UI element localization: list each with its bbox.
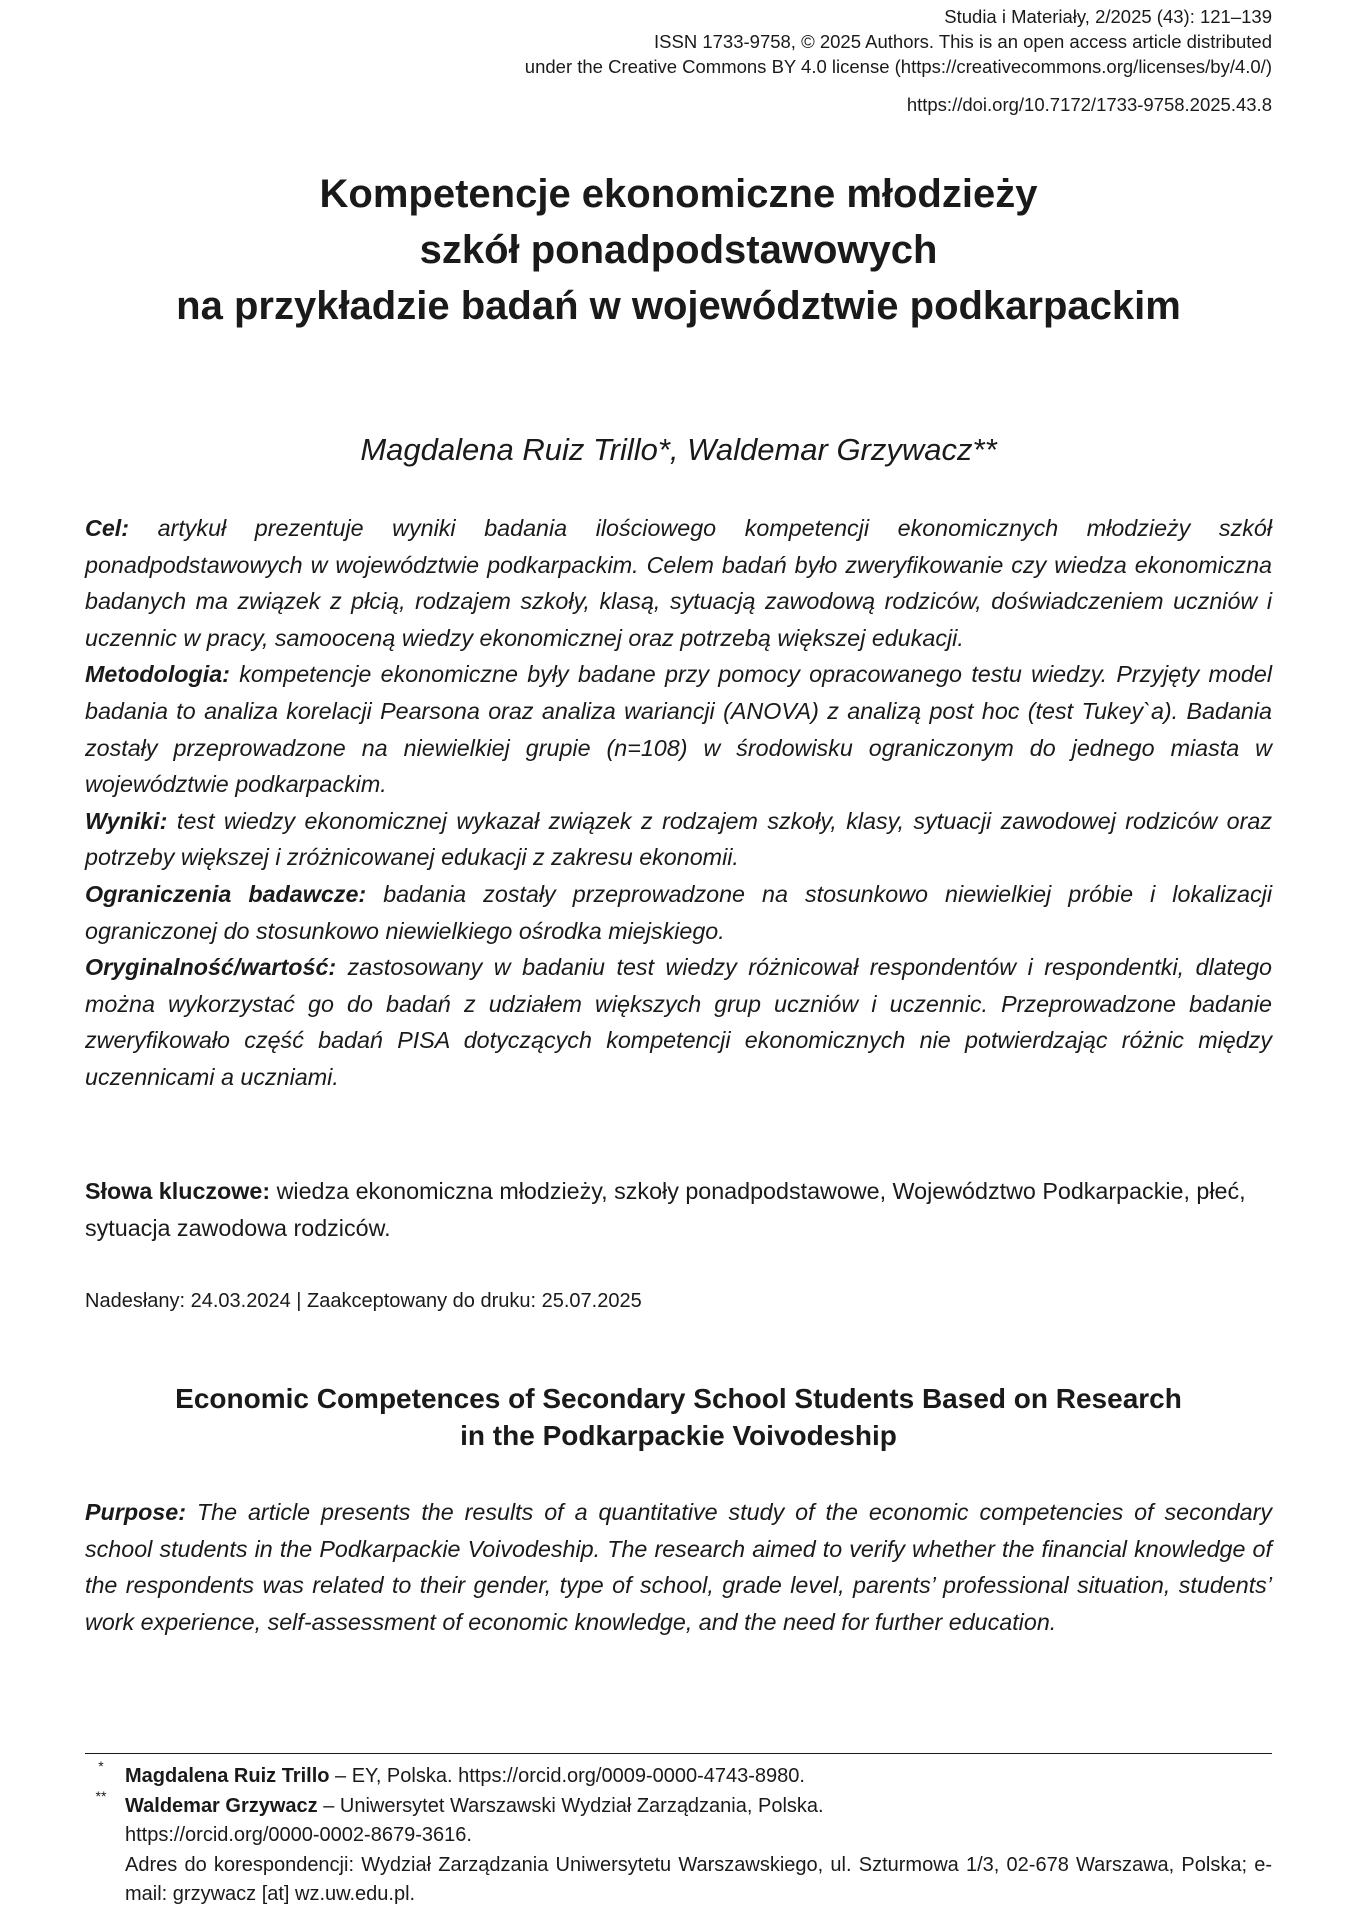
- abstract-metodologia: [85, 656, 1272, 802]
- abstract-en: [85, 1494, 1272, 1640]
- oryginalnosc-label: Oryginalność/wartość:: [85, 954, 337, 981]
- purpose-label: Purpose:: [85, 1499, 186, 1525]
- abstract-cel: [85, 510, 1272, 656]
- footnote-1-mark: *: [98, 1758, 104, 1774]
- license-line: under the Creative Commons BY 4.0 license (https://creativecommons.org/licenses/by/4.0/): [524, 56, 1272, 77]
- doi-link[interactable]: https://doi.org/10.7172/1733-9758.2025.43.8: [906, 94, 1272, 115]
- title-en-line-1: Economic Competences of Secondary School Students Based on Research: [175, 1383, 1182, 1414]
- wyniki-label: Wyniki:: [85, 807, 168, 834]
- metodologia-label: Metodologia:: [85, 661, 230, 688]
- ograniczenia-text: badania zostały przeprowadzone na stosunkowo niewielkiej próbie i lokalizacji ograniczonej do stosunkowo niewielkiego ośrodka miejskiego.: [85, 880, 1273, 944]
- oryginalnosc-text: zastosowany w badaniu test wiedzy różnicował respondentów i respondentki, dlatego można wykorzystać go do badań z udziałem większych grup uczniów i uczennic. Przeprowadzone badanie zweryfikowało część badań PISA dotyczących kompetencji ekonomicznych nie potwierdzając różnic między uczennicami a uczniami.: [85, 954, 1272, 1090]
- cel-label: Cel:: [85, 515, 130, 541]
- footnote-1-name: Magdalena Ruiz Trillo: [125, 1765, 330, 1787]
- journal-header: [525, 4, 1272, 117]
- abstract-purpose: [85, 1494, 1272, 1640]
- title-en-line-2: in the Podkarpackie Voivodeship: [460, 1420, 897, 1451]
- abstract-wyniki: [85, 803, 1272, 876]
- cel-text: artykuł prezentuje wyniki badania ilościowego kompetencji ekonomicznych młodzieży szkół ponadpodstawowych w województwie podkarpackim. Celem badań było zweryfikowanie czy wiedza ekonomiczna badanych ma związek z płcią, rodzajem szkoły, klasą, sytuacją zawodową rodziców, doświadczeniem uczniów i uczennic w pracy, samooceną wiedzy ekonomicznej oraz potrzebą większej edukacji.: [85, 515, 1272, 651]
- abstract-ograniczenia: [85, 876, 1272, 949]
- article-page: [85, 0, 1272, 1920]
- authors: Magdalena Ruiz Trillo*, Waldemar Grzywacz**: [360, 432, 997, 467]
- footnote-2-mark: **: [95, 1787, 107, 1804]
- issn-line: ISSN 1733-9758, © 2025 Authors. This is an open access article distributed: [654, 31, 1272, 52]
- article-title-en: [85, 1380, 1272, 1454]
- abstract-oryginalnosc: [85, 949, 1272, 1095]
- footnote-2: [85, 1787, 1272, 1910]
- journal-citation: Studia i Materiały, 2/2025 (43): 121–139: [944, 6, 1272, 27]
- title-line-3: na przykładzie badań w województwie podkarpackim: [176, 284, 1181, 328]
- footnote-1-text: – EY, Polska. https://orcid.org/0009-0000-4743-8980.: [329, 1765, 805, 1787]
- footnote-2-name: Waldemar Grzywacz: [125, 1794, 318, 1817]
- footnote-2-address: Adres do korespondencji: Wydział Zarządzania Uniwersytetu Warszawskiego, ul. Szturmowa 1/3, 02-678 Warszawa, Polska; e-mail: grzywacz [at] wz.uw.edu.pl.: [125, 1853, 1272, 1905]
- wyniki-text: test wiedzy ekonomicznej wykazał związek z rodzajem szkoły, klasy, sytuacji zawodowej rodziców oraz potrzeby większej i zróżnicowanej edukacji z zakresu ekonomii.: [85, 807, 1272, 871]
- purpose-text: The article presents the results of a quantitative study of the economic competencies of secondary school students in the Podkarpackie Voivodeship. The research aimed to verify whether the financial knowledge of the respondents was related to their gender, type of school, grade level, parents’ professional situation, students’ work experience, self-assessment of economic knowledge, and the need for further education.: [85, 1499, 1272, 1635]
- keywords-label: Słowa kluczowe:: [85, 1178, 271, 1204]
- keywords-text: wiedza ekonomiczna młodzieży, szkoły ponadpodstawowe, Województwo Podkarpackie, płeć, sytuacja zawodowa rodziców.: [85, 1178, 1246, 1241]
- metodologia-text: kompetencje ekonomiczne były badane przy pomocy opracowanego testu wiedzy. Przyjęty model badania to analiza korelacji Pearsona oraz analiza wariancji (ANOVA) z analizą post hoc (test Tukey`a). Badania zostały przeprowadzone na niewielkiej grupie (n=108) w środowisku ograniczonym do jednego miasta w województwie podkarpackim.: [85, 661, 1272, 798]
- keywords: [85, 1173, 1272, 1246]
- title-line-1: Kompetencje ekonomiczne młodzieży: [319, 172, 1038, 216]
- abstract-pl: [85, 510, 1272, 1096]
- footnote-2-text: – Uniwersytet Warszawski Wydział Zarządzania, Polska.: [317, 1794, 824, 1817]
- footnote-1: [85, 1758, 1272, 1792]
- title-line-2: szkół ponadpodstawowych: [419, 228, 938, 272]
- footnotes: [85, 1758, 1272, 1910]
- submission-dates: Nadesłany: 24.03.2024 | Zaakceptowany do druku: 25.07.2025: [85, 1290, 642, 1312]
- footnote-divider: [85, 1753, 1272, 1754]
- ograniczenia-label: Ograniczenia badawcze:: [85, 880, 367, 907]
- article-title-pl: [85, 166, 1272, 334]
- footnote-2-orcid[interactable]: https://orcid.org/0000-0002-8679-3616.: [125, 1824, 472, 1846]
